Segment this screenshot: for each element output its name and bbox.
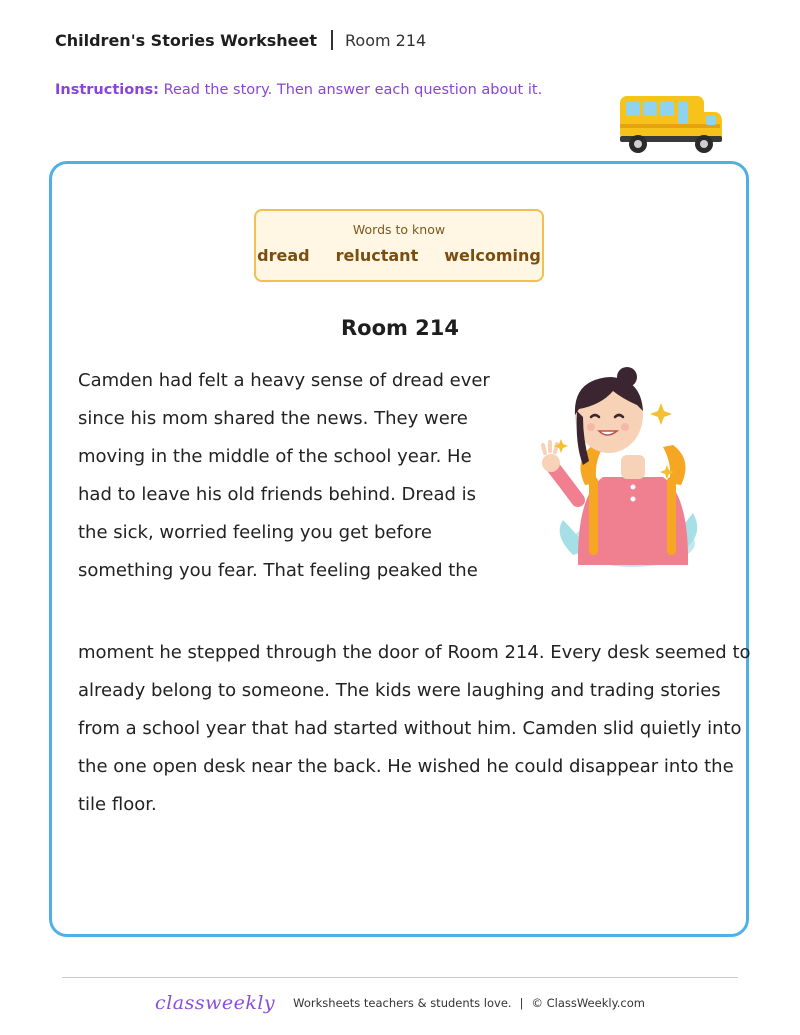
vocab-word: dread (257, 246, 310, 265)
instructions-text: Read the story. Then answer each question about it. (163, 82, 543, 98)
footer (0, 992, 800, 1014)
story-line: tile floor. (78, 794, 157, 815)
vocab-title: Words to know (352, 222, 446, 237)
story-title: Room 214 (340, 316, 460, 340)
header-room: Room 214 (345, 30, 427, 50)
instructions-label: Instructions: (55, 82, 159, 98)
story-line: since his mom shared the news. They were (78, 408, 468, 429)
story-line: the sick, worried feeling you get before (78, 522, 432, 543)
footer-separator: | (519, 996, 524, 1010)
footer-tagline: Worksheets teachers & students love. (293, 996, 512, 1010)
story-paragraph-2 (78, 638, 751, 828)
story-line: something you fear. That feeling peaked the (78, 560, 478, 581)
story-line: from a school year that had started without him. Camden slid quietly into (78, 718, 742, 739)
vocab-word: welcoming (444, 246, 541, 265)
story-line: Camden had felt a heavy sense of dread ever (78, 370, 490, 391)
story-paragraph-1 (78, 366, 498, 594)
instructions (55, 82, 542, 98)
waving-student-illustration (533, 365, 703, 575)
vocab-word: reluctant (335, 246, 419, 265)
words-to-know-box (254, 209, 544, 282)
school-bus-icon (618, 94, 724, 156)
story-line: already belong to someone. The kids were laughing and trading stories (78, 680, 721, 701)
story-line: the one open desk near the back. He wished he could disappear into the (78, 756, 734, 777)
worksheet-header (55, 30, 426, 50)
story-line: moving in the middle of the school year. He (78, 446, 472, 467)
header-divider (331, 30, 333, 50)
footer-divider (62, 977, 738, 978)
story-line: had to leave his old friends behind. Dread is (78, 484, 477, 505)
brand-logo: classweekly (155, 992, 276, 1014)
footer-copyright: © ClassWeekly.com (531, 996, 645, 1010)
worksheet-title: Children's Stories Worksheet (55, 30, 318, 50)
story-line: moment he stepped through the door of Room 214. Every desk seemed to (78, 642, 751, 663)
